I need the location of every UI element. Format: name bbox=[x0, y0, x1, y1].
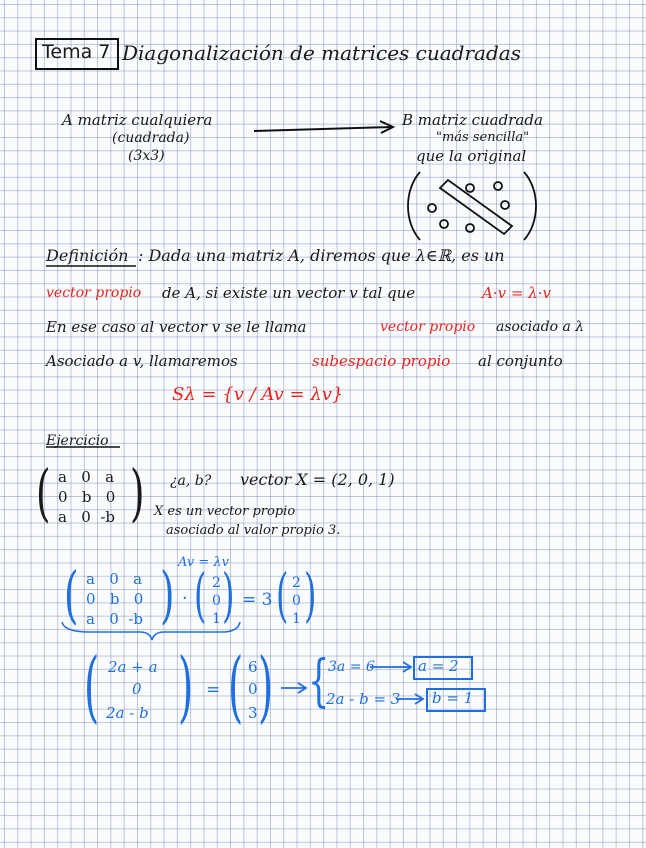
eq-vec-0: 2 bbox=[212, 575, 221, 591]
arrow-to-system-icon bbox=[281, 683, 306, 693]
definition-line3-red: vector propio bbox=[380, 319, 476, 335]
res-left-0: 2a + a bbox=[108, 658, 158, 676]
exercise-matrix-row-2: 0 b 0 bbox=[58, 488, 116, 506]
res-left-1: 0 bbox=[132, 680, 142, 698]
definition-line4-red: subespacio propio bbox=[312, 352, 451, 370]
definition-line3-a: En ese caso al vector v se le llama bbox=[46, 318, 307, 336]
res-right-paren-close: ) bbox=[258, 642, 274, 732]
res-left-paren-close: ) bbox=[178, 642, 194, 732]
eq-matrix-left-paren: ( bbox=[64, 558, 79, 631]
res-right-0: 6 bbox=[248, 658, 258, 676]
eq-scalar: = 3 bbox=[242, 590, 273, 610]
arrow-right-icon bbox=[254, 121, 393, 133]
res-right-paren-open: ( bbox=[228, 642, 244, 732]
res-left-2: 2a - b bbox=[106, 704, 149, 722]
eq-vec-right-paren: ) bbox=[222, 561, 235, 629]
eq-vec-left-paren: ( bbox=[194, 561, 207, 629]
eq-vecr-right-paren: ) bbox=[304, 561, 317, 629]
system-eq-2: 2a - b = 3 bbox=[326, 690, 401, 708]
intro-a-line3: (3x3) bbox=[128, 148, 165, 164]
definition-line3-b: asociado a λ bbox=[496, 319, 585, 335]
definition-line2-mid: de A, si existe un vector v tal que bbox=[162, 284, 416, 302]
matrix-right-paren: ) bbox=[130, 456, 145, 529]
eq-vecr-left-paren: ( bbox=[276, 561, 289, 629]
definition-line1: : Dada una matriz A, diremos que λ∈ℝ, es un bbox=[138, 246, 505, 265]
title-label: Tema 7 bbox=[42, 41, 111, 63]
definition-line4-b: al conjunto bbox=[478, 352, 563, 370]
definition-line2-red2: A·v = λ·v bbox=[482, 284, 551, 302]
intro-b-line2: "más sencilla" bbox=[436, 130, 530, 145]
eq-vec-2: 1 bbox=[212, 611, 221, 627]
res-left-paren-open: ( bbox=[84, 642, 100, 732]
answer-b: b = 1 bbox=[432, 689, 474, 707]
subspace-formula: Sλ = {v / Av = λv} bbox=[172, 384, 344, 405]
eq-matrix-row-2: 0 b 0 bbox=[86, 590, 144, 608]
exercise-matrix-row-3: a 0 -b bbox=[58, 508, 115, 526]
eq-matrix-row-1: a 0 a bbox=[86, 570, 143, 588]
diagonal-matrix-sketch bbox=[408, 172, 536, 240]
res-equals: = bbox=[206, 680, 221, 700]
system-brace: { bbox=[308, 649, 330, 714]
definition-heading: Definición bbox=[46, 246, 129, 265]
answer-a: a = 2 bbox=[418, 657, 459, 675]
eq-matrix-row-3: a 0 -b bbox=[86, 610, 143, 628]
exercise-note-line1: X es un vector propio bbox=[154, 504, 296, 519]
exercise-vector: vector X = (2, 0, 1) bbox=[240, 470, 395, 489]
eq-matrix-right-paren: ) bbox=[160, 558, 175, 631]
exercise-note-line2: asociado al valor propio 3. bbox=[166, 523, 341, 538]
intro-a-line1: A matriz cualquiera bbox=[62, 111, 213, 129]
av-label: Av = λv bbox=[178, 555, 229, 570]
exercise-heading: Ejercicio bbox=[46, 433, 109, 449]
res-right-2: 3 bbox=[248, 704, 258, 722]
exercise-matrix-row-1: a 0 a bbox=[58, 468, 115, 486]
res-right-1: 0 bbox=[248, 680, 258, 698]
intro-b-line3: que la original bbox=[416, 147, 527, 165]
eq-vec-1: 0 bbox=[212, 593, 221, 609]
page-title: Diagonalización de matrices cuadradas bbox=[122, 41, 521, 65]
matrix-left-paren: ( bbox=[36, 456, 51, 529]
intro-a-line2: (cuadrada) bbox=[112, 130, 190, 146]
eq-vecr-1: 0 bbox=[292, 593, 301, 609]
eq-vecr-0: 2 bbox=[292, 575, 301, 591]
definition-line2-red1: vector propio bbox=[46, 285, 142, 301]
intro-b-line1: B matriz cuadrada bbox=[402, 111, 543, 129]
arrow-to-a-icon bbox=[370, 662, 411, 672]
definition-line4-a: Asociado a v, llamaremos bbox=[46, 352, 238, 370]
exercise-question: ¿a, b? bbox=[170, 473, 212, 489]
eq-vecr-2: 1 bbox=[292, 611, 301, 627]
eq-dot: · bbox=[182, 588, 188, 609]
system-eq-1: 3a = 6 bbox=[328, 659, 375, 675]
